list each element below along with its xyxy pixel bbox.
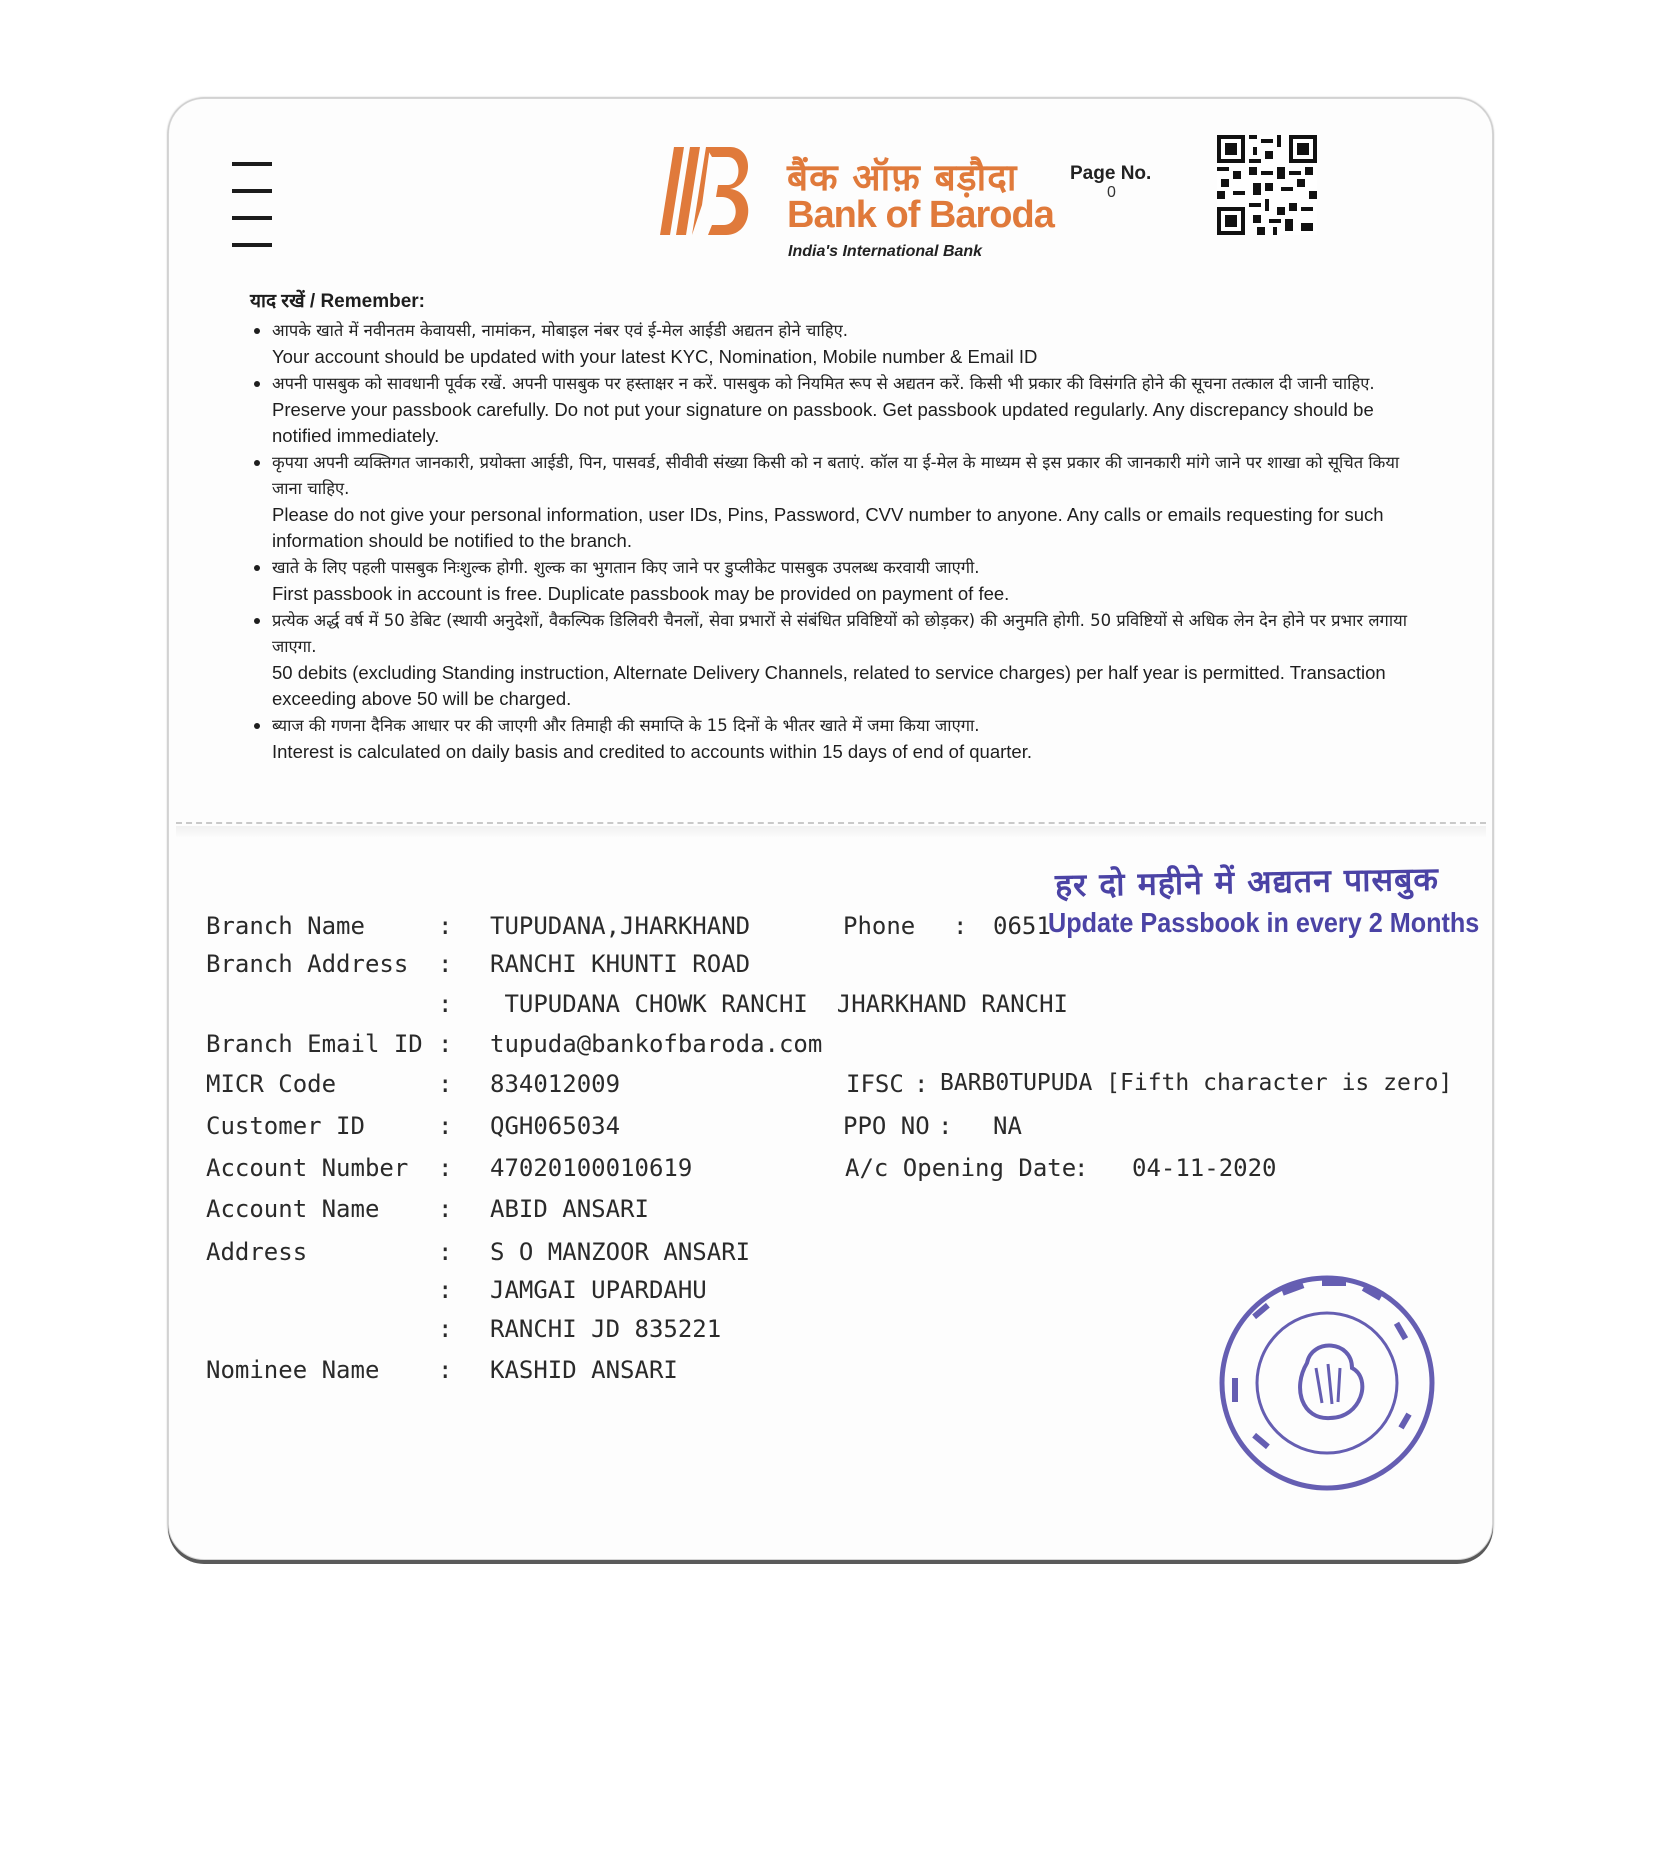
phone-label: Phone [843, 912, 916, 940]
remember-item-hindi: • खाते के लिए पहली पासबुक निःशुल्क होगी. शुल्क का भुगतान किए जाने पर डुप्लीकेट पासबुक उपलब्ध करवायी जाएगी. [272, 558, 980, 577]
account-number-value: 47020100010619 [490, 1154, 693, 1182]
colon: : [438, 912, 453, 940]
branch-address-label: Branch Address [206, 950, 409, 978]
remember-item-hindi: • कृपया अपनी व्यक्तिगत जानकारी, प्रयोक्ता आईडी, पिन, पासवर्ड, सीवीवी संख्या किसी को न बताएं. कॉल या ई-मेल के माध्यम से इस प्रकार की जानकारी मांगे जाने पर शाखा को सूचित किया जाना चाहिए. [272, 453, 1400, 498]
menu-icon [232, 162, 272, 270]
page-number-value: 0 [1107, 184, 1116, 201]
bank-tagline: India's International Bank [788, 243, 983, 260]
ppo-number-label: PPO NO [843, 1112, 930, 1140]
remember-item-english: Please do not give your personal information, user IDs, Pins, Password, CVV number to anyone. Any calls or emails requesting for such information should be notified to the branch. [272, 504, 1384, 551]
colon: : [438, 1112, 453, 1140]
branch-name-label: Branch Name [206, 912, 365, 940]
bank-seal-stamp-icon [1212, 1268, 1442, 1498]
colon: : [438, 1030, 453, 1058]
remember-item-hindi: • प्रत्येक अर्द्ध वर्ष में 50 डेबिट (स्थायी अनुदेशों, वैकल्पिक डिलिवरी चैनलों, सेवा प्रभारों से संबंधित प्रविष्टियों को छोड़कर) की अनुमति होगी. 50 प्रविष्टियों से अधिक लेन देन होने पर प्रभार लगाया जाएगा. [272, 611, 1407, 656]
remember-item-hindi: • ब्याज की गणना दैनिक आधार पर की जाएगी और तिमाही की समाप्ति के 15 दिनों के भीतर खाते में जमा किया जाएगा. [272, 716, 980, 735]
ifsc-value: BARB0TUPUDA [Fifth character is zero] [940, 1070, 1453, 1096]
phone-value: 0651 [993, 912, 1051, 940]
colon: : [438, 1238, 453, 1266]
remember-title: याद रखें / Remember: [250, 291, 425, 312]
remember-item-hindi: • अपनी पासबुक को सावधानी पूर्वक रखें. अपनी पासबुक पर हस्ताक्षर न करें. पासबुक को नियमित रूप से अद्यतन करें. किसी भी प्रकार की विसंगति होने की सूचना तत्काल दी जानी चाहिए. [272, 374, 1375, 393]
colon: : [914, 1070, 929, 1098]
page-fold-shadow [176, 826, 1486, 838]
remember-section [250, 287, 1415, 765]
account-number-label: Account Number [206, 1154, 409, 1182]
address-line-1: S O MANZOOR ANSARI [490, 1238, 751, 1266]
branch-name-value: TUPUDANA,JHARKHAND [490, 912, 751, 940]
account-name-value: ABID ANSARI [490, 1195, 649, 1223]
colon: : [938, 1112, 953, 1140]
opening-date-label: A/c Opening Date [845, 1154, 1077, 1182]
remember-item [272, 607, 1415, 712]
branch-address-line-2: TUPUDANA CHOWK RANCHI JHARKHAND RANCHI [490, 990, 1068, 1018]
bank-logo-icon [650, 145, 758, 237]
customer-id-value: QGH065034 [490, 1112, 621, 1140]
remember-item [272, 554, 1415, 607]
account-name-label: Account Name [206, 1195, 380, 1223]
remember-item-english: 50 debits (excluding Standing instruction, Alternate Delivery Channels, related to service charges) per half year is permitted. Transaction exceeding above 50 will be charged. [272, 662, 1386, 709]
colon: : [438, 950, 453, 978]
remember-item-hindi: • आपके खाते में नवीनतम केवायसी, नामांकन, मोबाइल नंबर एवं ई-मेल आईडी अद्यतन होने चाहिए. [272, 321, 849, 340]
page-fold [176, 822, 1486, 826]
colon: : [438, 990, 453, 1018]
opening-date-value: 04-11-2020 [1132, 1154, 1277, 1182]
colon: : [438, 1195, 453, 1223]
colon: : [438, 1356, 453, 1384]
micr-code-label: MICR Code [206, 1070, 337, 1098]
bank-name-hindi: बैंक ऑफ़ बड़ौदा [787, 156, 1018, 199]
page-number-label: Page No. [1070, 163, 1152, 184]
remember-item-english: Interest is calculated on daily basis and credited to accounts within 15 days of end of quarter. [272, 741, 1032, 762]
micr-code-value: 834012009 [490, 1070, 621, 1098]
customer-id-label: Customer ID [206, 1112, 365, 1140]
colon: : [438, 1276, 453, 1304]
colon: : [438, 1315, 453, 1343]
remember-list [250, 317, 1415, 765]
colon: : [953, 912, 968, 940]
nominee-name-value: KASHID ANSARI [490, 1356, 678, 1384]
colon: : [438, 1070, 453, 1098]
branch-email-value: tupuda@bankofbaroda.com [490, 1030, 823, 1058]
address-line-2: JAMGAI UPARDAHU [490, 1276, 707, 1304]
branch-address-line-1: RANCHI KHUNTI ROAD [490, 950, 751, 978]
remember-item-english: Preserve your passbook carefully. Do not put your signature on passbook. Get passbook updated regularly. Any discrepancy should be notified immediately. [272, 399, 1374, 446]
update-stamp-hindi: हर दो महीने में अद्यतन पासबुक [1054, 859, 1440, 905]
remember-item [272, 449, 1415, 554]
ppo-number-value: NA [993, 1112, 1022, 1140]
colon: : [438, 1154, 453, 1182]
bank-name-english: Bank of Baroda [787, 194, 1054, 236]
remember-item [272, 370, 1415, 449]
address-label: Address [206, 1238, 308, 1266]
qr-code-icon [1217, 135, 1317, 235]
remember-item [272, 712, 1415, 765]
remember-item-english: Your account should be updated with your latest KYC, Nomination, Mobile number & Email ID [272, 346, 1038, 367]
update-stamp-english: Update Passbook in every 2 Months [1048, 907, 1480, 938]
address-line-3: RANCHI JD 835221 [490, 1315, 722, 1343]
colon: : [1074, 1154, 1089, 1182]
remember-item [272, 317, 1415, 370]
ifsc-label: IFSC [846, 1070, 904, 1098]
nominee-name-label: Nominee Name [206, 1356, 380, 1384]
remember-item-english: First passbook in account is free. Duplicate passbook may be provided on payment of fee. [272, 583, 1010, 604]
branch-email-label: Branch Email ID [206, 1030, 423, 1058]
